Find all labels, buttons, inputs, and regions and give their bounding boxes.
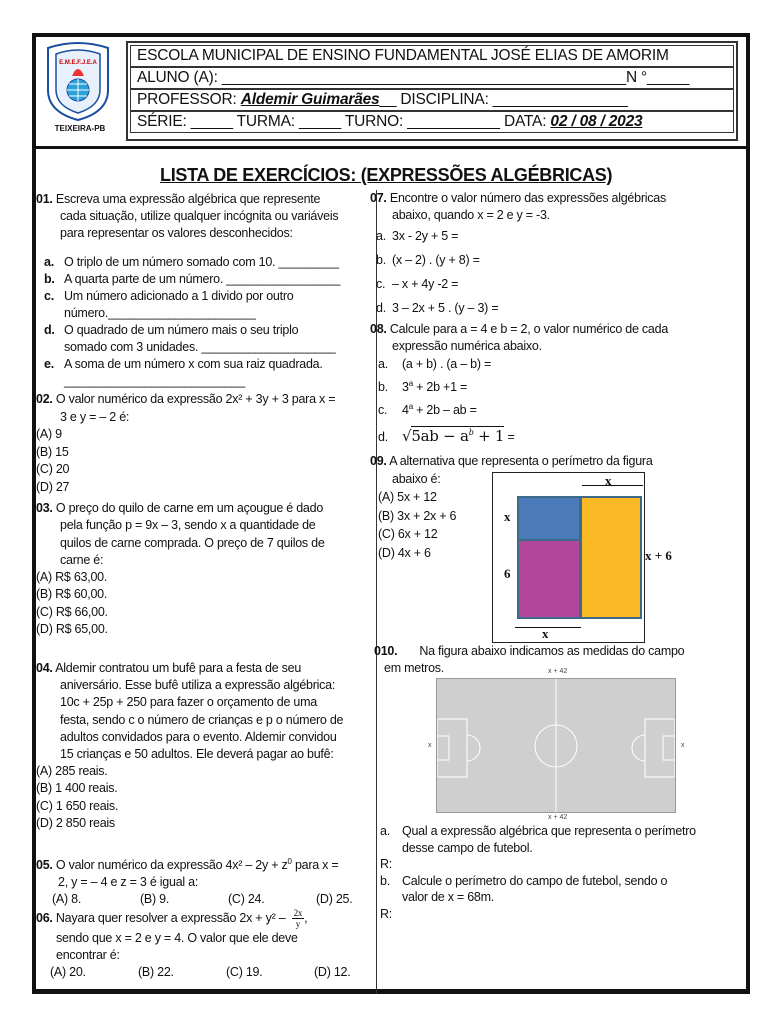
fraction-denominator: y [295,918,301,929]
question-01-items [44,254,340,390]
q-text: Calcule para a = 4 e b = 2, o valor numérico de cada [389,322,669,336]
sqrt-body: 5ab − a [411,427,469,446]
header-divider [32,146,750,149]
label-right: x + 6 [645,548,672,563]
question-10-items [380,823,696,922]
blue-square [517,496,581,541]
q-text: O valor numérico da expressão 4x² – 2y + z [55,858,288,873]
item-text: O triplo de um número somado com 10. _________ [64,255,339,269]
option[interactable]: (B) R$ 60,00. [36,587,108,602]
option[interactable]: (D) 27 [36,479,70,494]
option[interactable]: (C) 1 650 reais. [36,798,119,813]
item-letter: b. [44,272,55,286]
q-num: 03. [36,501,53,515]
item-text: A soma de um número x com sua raiz quadrada. [64,357,323,371]
question-10 [374,643,684,677]
class-row [130,111,734,133]
field-lines [437,679,675,812]
question-08 [370,321,668,450]
item-text: = [504,430,515,445]
answer-label: R: [380,906,392,921]
perimeter-figure [492,472,672,643]
label-bottom: x [542,626,549,641]
q-num: 02. [36,392,53,406]
q-num: 06. [36,910,53,925]
option[interactable]: (C) 24. [228,892,265,907]
q-text: sendo que x = 2 e y = 4. O valor que ele deve [56,931,298,945]
exponent: b [468,428,474,438]
item-text: A quarta parte de um número. _________________ [64,272,341,286]
q-text: aniversário. Esse bufê utiliza a expressão algébrica: [60,678,336,693]
q-num: 07. [370,191,387,205]
option[interactable]: (A) 8. [52,892,82,907]
item-text: Calcule o perímetro do campo de futebol, sendo o [402,873,668,888]
item-text: + 2b +1 = [412,380,468,395]
q-sup: 0 [287,857,292,866]
q-text: 3 e y = – 2 é: [60,409,130,424]
q-text: encontrar é: [56,948,120,962]
sqrt-body: + 1 [473,427,505,446]
option[interactable]: (B) 9. [140,892,170,907]
q-text: Nayara quer resolver a expressão 2x + y² – [52,910,289,925]
q-text: O preço do quilo de carne em um açougue é dado [55,501,324,515]
option[interactable]: (A) 285 reais. [36,764,108,779]
teacher-name: Aldemir Guimarães [240,91,380,108]
class-fields: SÉRIE: _____ TURMA: _____ TURNO: ___________ DATA: [137,113,551,130]
option[interactable]: (B) 1 400 reais. [36,781,118,796]
option[interactable]: (A) R$ 63,00. [36,570,108,585]
discipline-field: __ DISCIPLINA: ________________ [379,91,628,108]
dimension-line [582,485,643,486]
page-title: LISTA DE EXERCÍCIOS: (EXPRESSÕES ALGÉBRICAS) [160,165,613,185]
option[interactable]: (C) 6x + 12 [378,527,438,541]
q-num: 01. [36,192,53,206]
q-text: expressão numérica abaixo. [392,339,542,353]
field-label-bottom: x + 42 [548,814,568,821]
q-text: A alternativa que representa o perímetro da figura [389,454,653,468]
q-text: para x = [291,858,339,873]
q-text: quilos de carne comprada. O preço de 7 quilos de [60,535,325,550]
option[interactable]: (B) 22. [138,965,174,979]
item-letter: e. [44,357,54,371]
item-letter: d. [376,301,386,315]
item-letter: b. [380,873,390,888]
label-top: x [605,473,612,488]
q-text: 2, y = – 4 e z = 3 é igual a: [58,875,199,890]
item-letter: a. [376,229,386,243]
exponent: a [408,379,413,388]
option[interactable]: (C) R$ 66,00. [36,604,108,619]
q-num: 08. [370,322,387,336]
item-text: somado com 3 unidades. ____________________ [64,340,336,354]
answer-label: R: [380,857,392,871]
option[interactable]: (B) 15 [36,444,69,459]
q-text: , [304,910,308,925]
question-06 [36,906,402,981]
item-text: ___________________________ [64,374,245,388]
student-field: ALUNO (A): ________________________________________________N °_____ [130,67,734,89]
q-text: abaixo é: [392,471,441,486]
option[interactable]: (A) 9 [36,427,62,441]
item-text: valor de x = 68m. [402,890,494,904]
option[interactable]: (D) 25. [316,892,353,907]
soccer-field [436,678,676,813]
item-text: número.______________________ [64,306,256,320]
item-letter: a. [44,255,54,269]
q-text: Aldemir contratou um bufê para a festa de seu [55,661,302,675]
school-logo [36,40,120,122]
option[interactable]: (D) 12. [314,965,351,979]
q-num: 09. [370,454,387,468]
header-box [126,41,738,141]
item-text: desse campo de futebol. [402,840,533,855]
item-letter: b. [378,380,388,395]
q-text: Escreva uma expressão algébrica que represente [55,192,321,206]
item-text: + 2b – ab = [412,403,477,418]
q-num: 05. [36,858,53,873]
logo-abbr: E.M.E.F.J.E.A [59,60,97,66]
question-07 [370,190,666,320]
item-letter: c. [378,403,388,418]
q-text: pela função p = 9x – 3, sendo x a quantidade de [60,518,316,533]
q-text: abaixo, quando x = 2 e y = -3. [392,208,550,222]
magenta-rect [517,539,581,619]
q-text: 15 crianças e 50 adultos. Ele deverá pagar ao bufê: [60,747,334,762]
date: 02 / 08 / 2023 [550,113,643,130]
q-text: Encontre o valor número das expressões algébricas [389,191,666,205]
field-label-left: x [428,742,432,749]
question-01 [36,191,338,242]
option[interactable]: (A) 5x + 12 [378,490,437,504]
label-left-bottom: 6 [504,566,511,581]
item-text: O quadrado de um número mais o seu triplo [64,323,299,337]
yellow-rect [580,496,642,619]
item-text: Um número adicionado a 1 divido por outro [64,289,294,303]
option[interactable]: (C) 20 [36,462,70,476]
item-text: 3x - 2y + 5 = [392,229,459,243]
q-text: O valor numérico da expressão 2x² + 3y + 3 para x = [55,392,336,406]
item-text: 4 [402,403,409,418]
option[interactable]: (C) 19. [226,965,263,979]
q-text: festa, sendo c o número de crianças e p o número de [60,712,344,727]
item-text: 3 – 2x + 5 . (y – 3) = [392,301,499,315]
q-text: em metros. [384,661,445,675]
fraction-numerator: 2x [293,907,303,918]
question-04 [36,660,343,832]
option[interactable]: (D) 2 850 reais [36,815,115,830]
item-letter: c. [376,277,386,291]
field-label-top: x + 42 [548,668,568,675]
item-letter: b. [376,253,386,267]
item-letter: d. [44,323,55,337]
exponent: a [408,402,413,412]
option[interactable]: (A) 20. [50,965,86,979]
question-02 [36,391,335,496]
item-text: 3 [402,380,409,395]
teacher-row [130,89,734,111]
item-text: (a + b) . (a – b) = [402,357,492,371]
question-05 [36,853,404,908]
q-text: 10c + 25p + 250 para fazer o orçamento de uma [60,695,317,710]
q-num: 010. [374,644,398,658]
option[interactable]: (D) R$ 65,00. [36,622,108,637]
item-text: (x – 2) . (y + 8) = [392,253,480,267]
teacher-label: PROFESSOR: [137,91,241,108]
q-text: adultos convidados para o evento. Aldemir convidou [60,729,337,744]
option[interactable]: (B) 3x + 2x + 6 [378,508,457,523]
item-letter: c. [44,289,54,303]
item-letter: a. [380,824,390,838]
question-03 [36,500,325,638]
q-text: Na figura abaixo indicamos as medidas do campo [419,644,685,658]
item-text: – x + 4y -2 = [392,277,459,291]
item-letter: d. [378,430,388,445]
item-text: Qual a expressão algébrica que representa o perímetro [402,824,696,838]
school-name: ESCOLA MUNICIPAL DE ENSINO FUNDAMENTAL JOSÉ ELIAS DE AMORIM [130,45,734,67]
sqrt-expression: $√5ab - a^b + 1$ [402,427,505,446]
q-text: cada situação, utilize qualquer incógnita ou variáveis [60,209,339,223]
option[interactable]: (D) 4x + 6 [378,545,431,560]
logo-city: TEIXEIRA-PB [54,124,106,133]
item-letter: a. [378,357,388,371]
q-num: 04. [36,661,53,675]
q-text: carne é: [60,552,104,567]
field-label-right: x [681,742,685,749]
label-left-top: x [504,509,511,524]
q-text: para representar os valores desconhecidos: [60,226,293,240]
